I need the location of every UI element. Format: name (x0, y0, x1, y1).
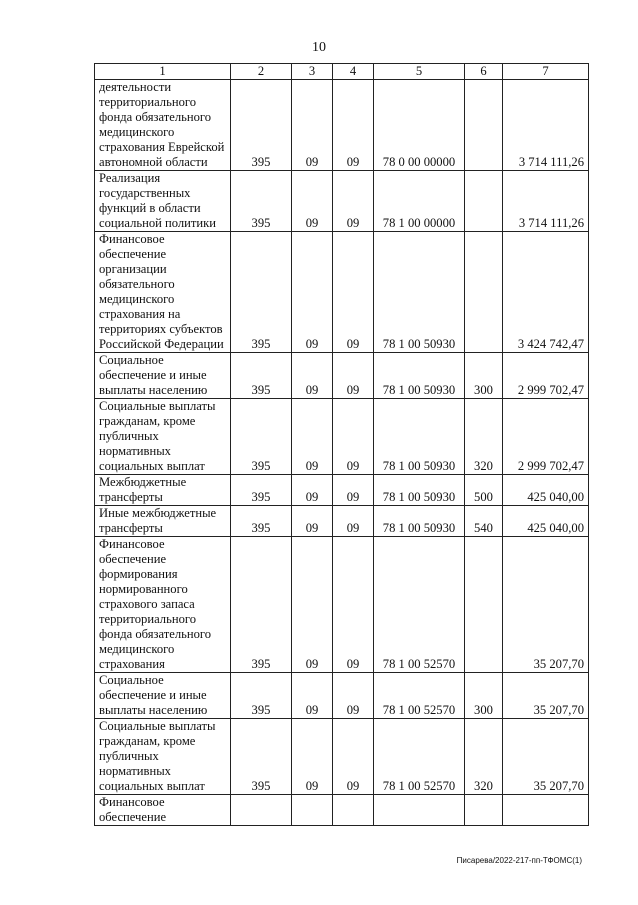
column-header: 6 (465, 64, 503, 80)
table-row (95, 353, 589, 399)
admin-code: 395 (231, 399, 292, 475)
section-code: 09 (292, 506, 333, 537)
target-item-code: 78 1 00 50930 (374, 353, 465, 399)
target-item-code: 78 0 00 00000 (374, 80, 465, 171)
subsection-code (333, 795, 374, 826)
expense-type-code: 320 (465, 399, 503, 475)
column-header: 1 (95, 64, 231, 80)
expense-type-code: 540 (465, 506, 503, 537)
target-item-code (374, 795, 465, 826)
table-row (95, 80, 589, 171)
target-item-code: 78 1 00 50930 (374, 506, 465, 537)
section-code: 09 (292, 171, 333, 232)
column-header: 5 (374, 64, 465, 80)
table-row (95, 475, 589, 506)
subsection-code: 09 (333, 353, 374, 399)
target-item-code: 78 1 00 52570 (374, 719, 465, 795)
target-item-code: 78 1 00 52570 (374, 537, 465, 673)
admin-code: 395 (231, 537, 292, 673)
column-header: 7 (503, 64, 589, 80)
expense-type-code: 300 (465, 353, 503, 399)
column-header: 3 (292, 64, 333, 80)
row-name: Финансовое обеспечение (95, 795, 231, 826)
target-item-code: 78 1 00 50930 (374, 232, 465, 353)
section-code: 09 (292, 80, 333, 171)
row-name: Финансовое обеспечение формирования нормированного страхового запаса территориального фонда обязательного медицинского страхования (95, 537, 231, 673)
amount: 35 207,70 (503, 719, 589, 795)
subsection-code: 09 (333, 506, 374, 537)
expense-type-code (465, 232, 503, 353)
amount: 2 999 702,47 (503, 353, 589, 399)
subsection-code: 09 (333, 719, 374, 795)
subsection-code: 09 (333, 537, 374, 673)
row-name: Иные межбюджетные трансферты (95, 506, 231, 537)
row-name: Социальные выплаты гражданам, кроме публичных нормативных социальных выплат (95, 719, 231, 795)
section-code: 09 (292, 353, 333, 399)
row-name: Социальное обеспечение и иные выплаты населению (95, 353, 231, 399)
admin-code (231, 795, 292, 826)
row-name: Социальные выплаты гражданам, кроме публичных нормативных социальных выплат (95, 399, 231, 475)
subsection-code: 09 (333, 673, 374, 719)
amount: 3 714 111,26 (503, 80, 589, 171)
amount: 2 999 702,47 (503, 399, 589, 475)
amount: 425 040,00 (503, 475, 589, 506)
table-row (95, 537, 589, 673)
section-code: 09 (292, 719, 333, 795)
table-row (95, 719, 589, 795)
section-code: 09 (292, 399, 333, 475)
row-name: Реализация государственных функций в области социальной политики (95, 171, 231, 232)
table-row (95, 171, 589, 232)
admin-code: 395 (231, 673, 292, 719)
expense-type-code: 320 (465, 719, 503, 795)
subsection-code: 09 (333, 171, 374, 232)
row-name: Социальное обеспечение и иные выплаты населению (95, 673, 231, 719)
target-item-code: 78 1 00 50930 (374, 475, 465, 506)
admin-code: 395 (231, 719, 292, 795)
table-header-row (95, 64, 589, 80)
budget-table (94, 63, 589, 826)
section-code (292, 795, 333, 826)
admin-code: 395 (231, 171, 292, 232)
expense-type-code: 300 (465, 673, 503, 719)
admin-code: 395 (231, 232, 292, 353)
expense-type-code (465, 171, 503, 232)
section-code: 09 (292, 475, 333, 506)
target-item-code: 78 1 00 52570 (374, 673, 465, 719)
target-item-code: 78 1 00 50930 (374, 399, 465, 475)
amount: 35 207,70 (503, 537, 589, 673)
row-name: Межбюджетные трансферты (95, 475, 231, 506)
admin-code: 395 (231, 506, 292, 537)
amount: 3 424 742,47 (503, 232, 589, 353)
expense-type-code (465, 80, 503, 171)
row-name: деятельности территориального фонда обязательного медицинского страхования Еврейской автономной области (95, 80, 231, 171)
subsection-code: 09 (333, 232, 374, 353)
row-name: Финансовое обеспечение организации обязательного медицинского страхования на территориях субъектов Российской Федерации (95, 232, 231, 353)
table-row (95, 506, 589, 537)
table-row (95, 795, 589, 826)
table-row (95, 232, 589, 353)
target-item-code: 78 1 00 00000 (374, 171, 465, 232)
table-row (95, 673, 589, 719)
column-header: 4 (333, 64, 374, 80)
expense-type-code (465, 795, 503, 826)
amount: 35 207,70 (503, 673, 589, 719)
table-row (95, 399, 589, 475)
admin-code: 395 (231, 80, 292, 171)
section-code: 09 (292, 673, 333, 719)
page-number: 10 (312, 40, 326, 55)
document-footer: Писарева/2022-217-пп-ТФОМС(1) (456, 856, 582, 865)
expense-type-code (465, 537, 503, 673)
amount: 3 714 111,26 (503, 171, 589, 232)
subsection-code: 09 (333, 475, 374, 506)
section-code: 09 (292, 232, 333, 353)
subsection-code: 09 (333, 80, 374, 171)
amount (503, 795, 589, 826)
admin-code: 395 (231, 475, 292, 506)
amount: 425 040,00 (503, 506, 589, 537)
expense-type-code: 500 (465, 475, 503, 506)
section-code: 09 (292, 537, 333, 673)
column-header: 2 (231, 64, 292, 80)
admin-code: 395 (231, 353, 292, 399)
subsection-code: 09 (333, 399, 374, 475)
